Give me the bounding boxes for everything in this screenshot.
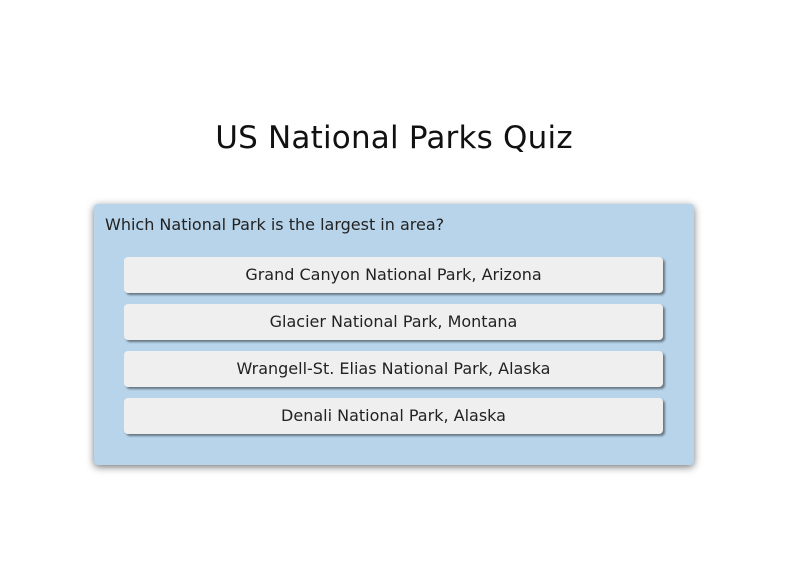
question-text: Which National Park is the largest in area? [105, 215, 445, 234]
page-title: US National Parks Quiz [215, 120, 573, 156]
quiz-card [94, 204, 694, 465]
answer-button-2[interactable]: Glacier National Park, Montana [124, 304, 663, 340]
answer-button-1[interactable]: Grand Canyon National Park, Arizona [124, 257, 663, 293]
answer-list [124, 257, 663, 445]
answer-button-3[interactable]: Wrangell-St. Elias National Park, Alaska [124, 351, 663, 387]
answer-button-4[interactable]: Denali National Park, Alaska [124, 398, 663, 434]
